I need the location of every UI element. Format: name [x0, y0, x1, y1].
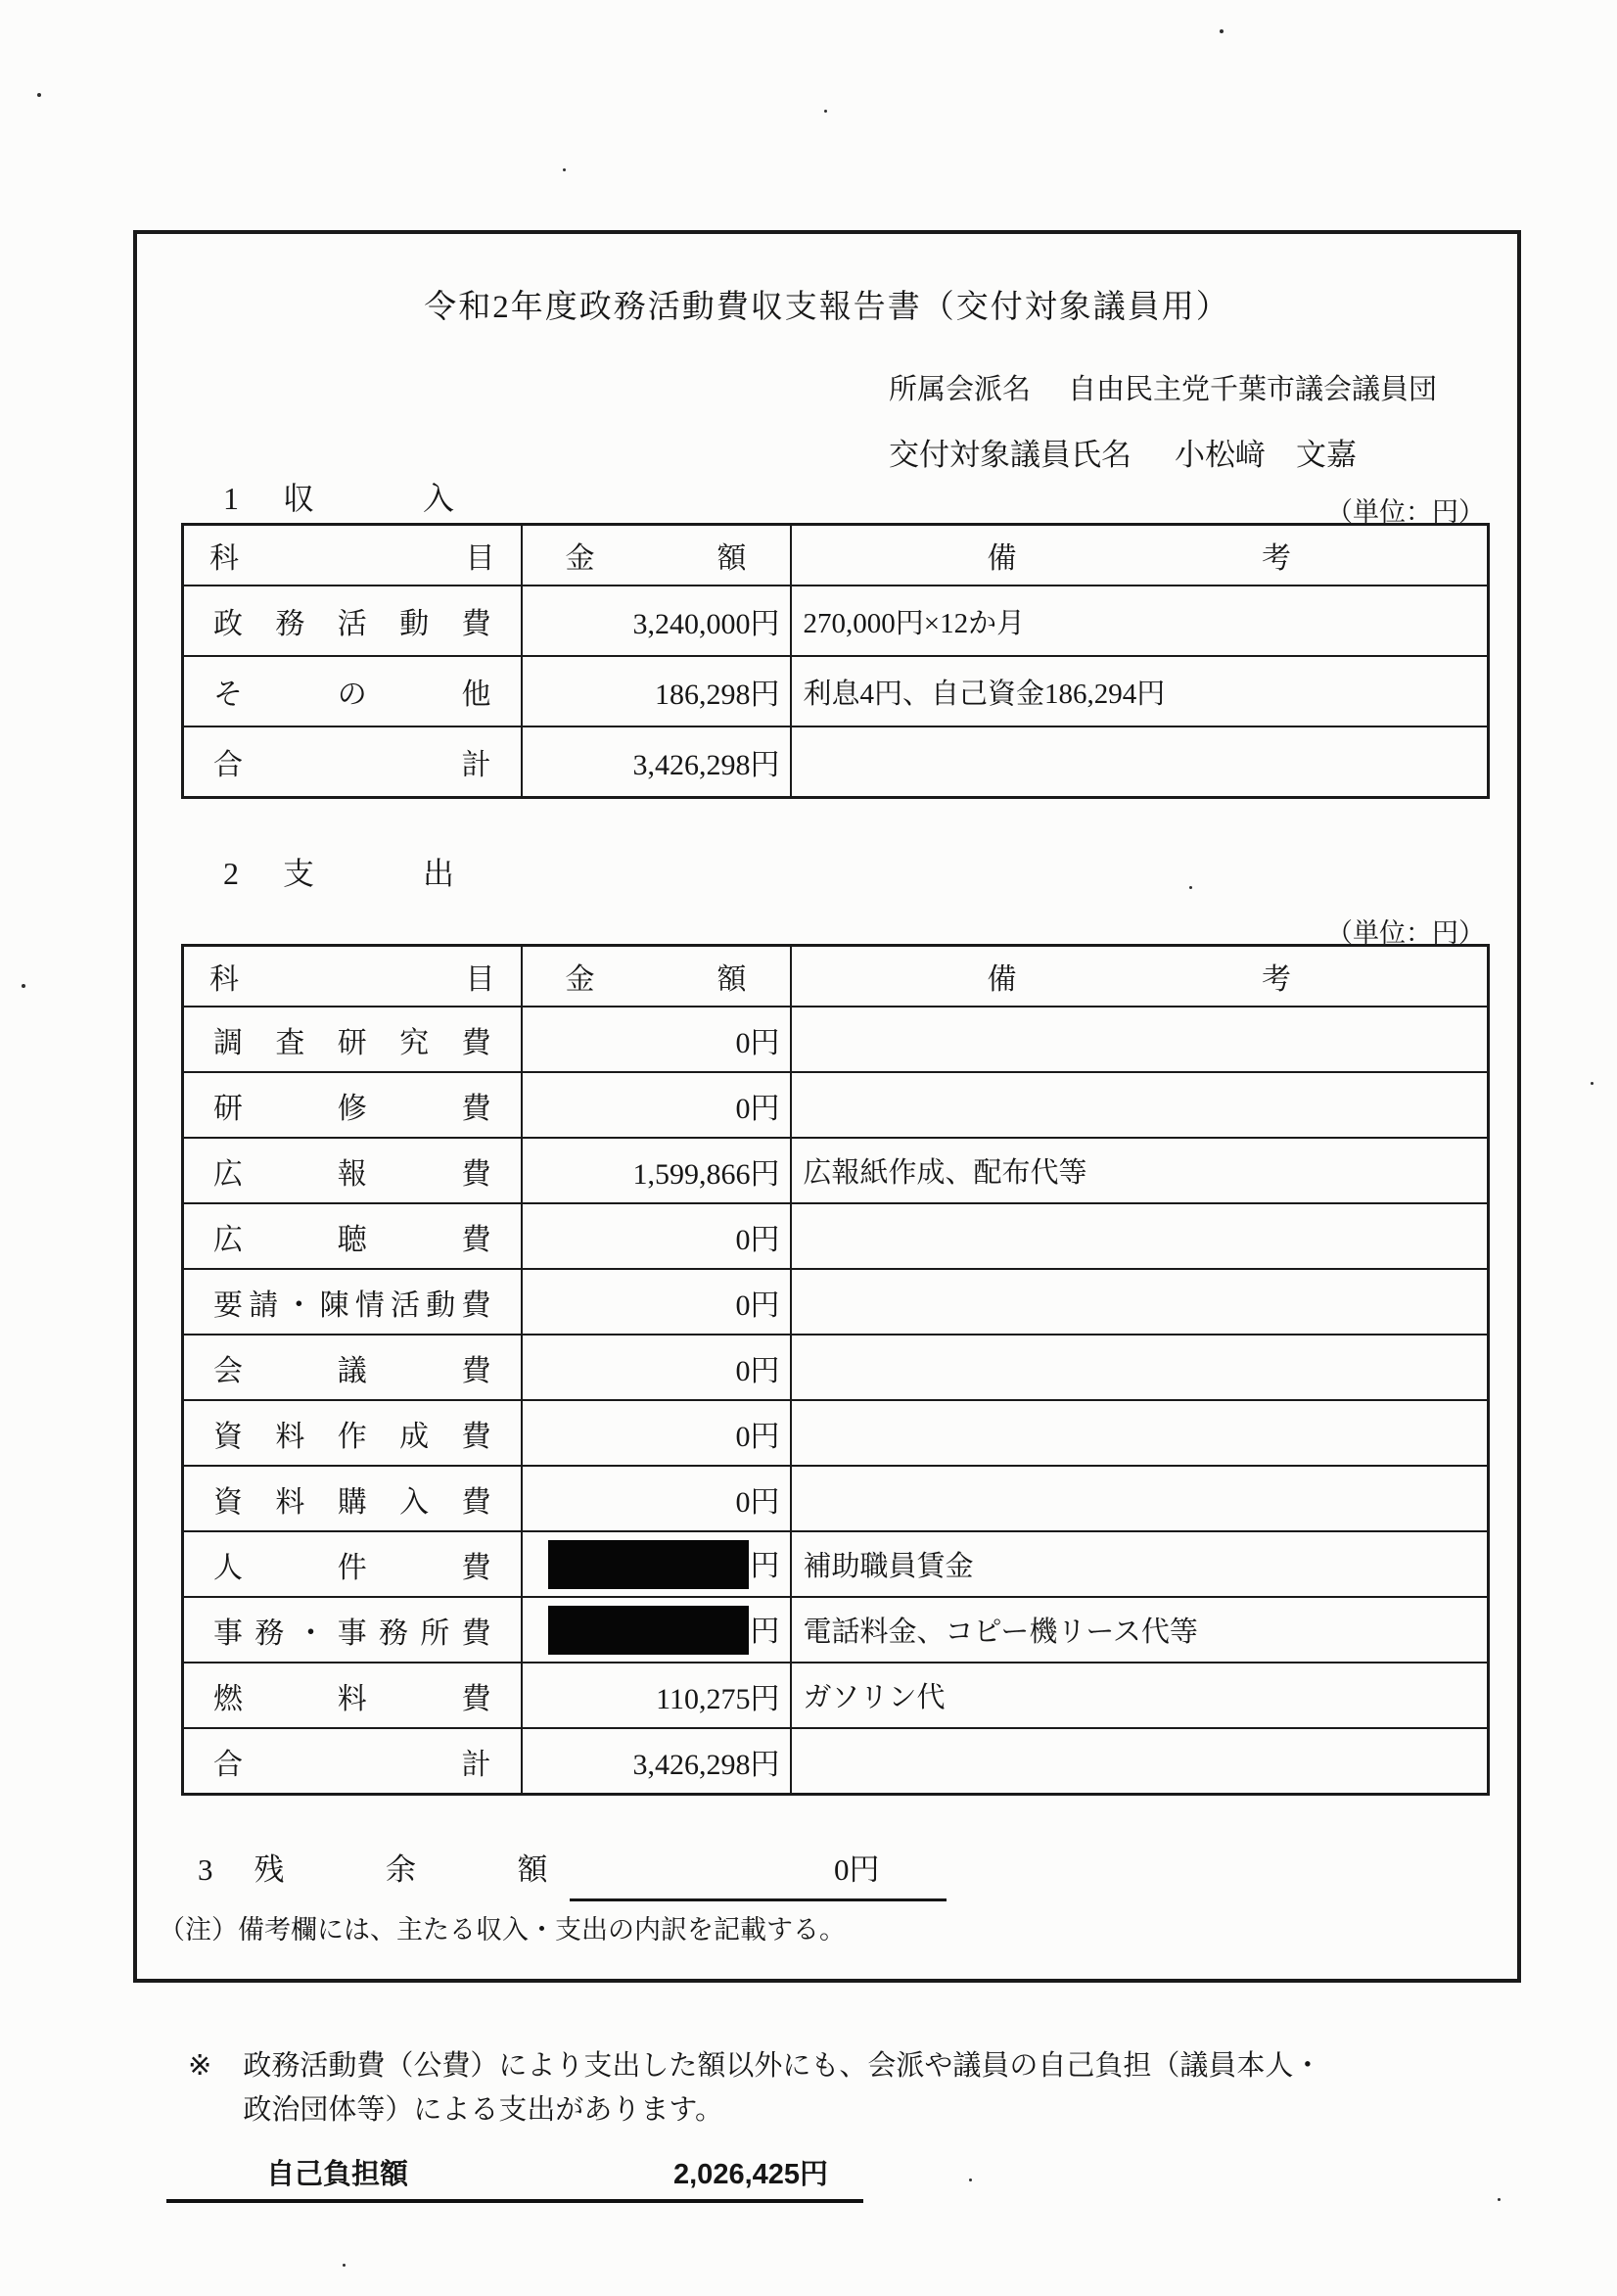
- expenditure-row: [183, 1663, 1489, 1728]
- expenditure-section-heading: [223, 849, 454, 894]
- scan-speckle: [824, 110, 827, 113]
- amount-suffix: 円: [750, 1615, 780, 1648]
- income-item-cell: 政 務 活 動 費: [183, 586, 522, 656]
- expense-remark-cell: [791, 1072, 1489, 1138]
- expense-amount-cell: 0円: [522, 1400, 791, 1466]
- expense-item-cell: 事 務 ・ 事 務 所 費: [183, 1597, 522, 1663]
- faction-label: 所属会派名: [889, 374, 1032, 405]
- income-amount-cell: 3,426,298円: [522, 726, 791, 798]
- income-remark-cell: 270,000円×12か月: [791, 586, 1489, 656]
- expense-remark-cell: 電話料金、コピー機リース代等: [791, 1597, 1489, 1663]
- public-expense-footnote: [188, 2044, 1321, 2132]
- report-title: 令和2年度政務活動費収支報告書（交付対象議員用）: [424, 290, 1230, 325]
- expense-item-cell: 要 請 ・ 陳 情 活 動 費: [183, 1269, 522, 1335]
- footnote-line1: 政務活動費（公費）により支出した額以外にも、会派や議員の自己負担（議員本人・: [243, 2050, 1322, 2082]
- income-remark-cell: [791, 726, 1489, 798]
- scan-speckle: [343, 2264, 346, 2267]
- income-amount-cell: 3,240,000円: [522, 586, 791, 656]
- expense-amount-cell: 0円: [522, 1072, 791, 1138]
- scan-speckle: [1591, 1082, 1594, 1085]
- expense-amount-cell: [522, 1597, 791, 1663]
- expense-remark-cell: 広報紙作成、配布代等: [791, 1138, 1489, 1203]
- expense-remark-cell: [791, 1007, 1489, 1072]
- expense-amount-cell: 0円: [522, 1203, 791, 1269]
- expenditure-row: [183, 1203, 1489, 1269]
- expense-item-cell: 研 修 費: [183, 1072, 522, 1138]
- amount-suffix: 円: [750, 1549, 780, 1582]
- footnote-text: [243, 2044, 1321, 2132]
- expenditure-row: [183, 1072, 1489, 1138]
- scan-speckle: [1189, 886, 1192, 889]
- income-item-cell: そ の 他: [183, 656, 522, 726]
- balance-section-title: 残 余 額: [254, 1852, 548, 1887]
- expense-amount-cell: [522, 1531, 791, 1597]
- expense-item-cell: 合 計: [183, 1728, 522, 1795]
- self-pay-underline: [166, 2199, 863, 2203]
- scan-speckle: [1498, 2198, 1501, 2201]
- balance-section-number: 3: [198, 1852, 213, 1887]
- faction-value: 自由民主党千葉市議会議員団: [1068, 374, 1438, 405]
- redaction-box: [548, 1540, 749, 1589]
- expenditure-table: [181, 944, 1490, 1796]
- expenditure-row: [183, 1728, 1489, 1795]
- expenditure-section-title: 支 出: [283, 856, 454, 891]
- income-unit-note: （単位：円）: [1326, 497, 1485, 527]
- expense-item-cell: 広 聴 費: [183, 1203, 522, 1269]
- balance-value: 0円: [834, 1852, 880, 1887]
- expenditure-row: [183, 1466, 1489, 1531]
- expense-remark-cell: [791, 1203, 1489, 1269]
- expense-remark-cell: [791, 1335, 1489, 1400]
- expenditure-row: [183, 1531, 1489, 1597]
- expense-remark-cell: [791, 1728, 1489, 1795]
- income-row: [183, 586, 1489, 656]
- income-section-title: 収 入: [283, 481, 454, 516]
- expense-remark-cell: ガソリン代: [791, 1663, 1489, 1728]
- expense-remark-cell: [791, 1400, 1489, 1466]
- income-header-row: [183, 525, 1489, 586]
- expense-amount-cell: 3,426,298円: [522, 1728, 791, 1795]
- scan-speckle: [563, 168, 566, 171]
- income-section-heading: [223, 474, 454, 519]
- income-row: [183, 726, 1489, 798]
- scan-speckle: [969, 2179, 972, 2181]
- expenditure-row: [183, 1138, 1489, 1203]
- member-line: [889, 430, 1357, 474]
- income-amount-cell: 186,298円: [522, 656, 791, 726]
- expenditure-header-remark: 備 考: [791, 946, 1489, 1007]
- self-pay-amount: 2,026,425円: [673, 2159, 829, 2190]
- expenditure-row: [183, 1007, 1489, 1072]
- self-pay-label: 自己負担額: [266, 2159, 409, 2190]
- expense-amount-cell: 0円: [522, 1007, 791, 1072]
- expense-item-cell: 調 査 研 究 費: [183, 1007, 522, 1072]
- expenditure-section-number: 2: [223, 856, 239, 891]
- income-row: [183, 656, 1489, 726]
- expense-amount-cell: 0円: [522, 1335, 791, 1400]
- expenditure-row: [183, 1597, 1489, 1663]
- faction-line: [889, 367, 1437, 407]
- balance-underline: [570, 1845, 947, 1901]
- expenditure-header-item: 科 目: [183, 946, 522, 1007]
- income-header-amount: 金 額: [522, 525, 791, 586]
- income-item-cell: 合 計: [183, 726, 522, 798]
- expenditure-unit-note: （単位：円）: [1326, 918, 1485, 948]
- expense-amount-cell: 1,599,866円: [522, 1138, 791, 1203]
- expense-remark-cell: [791, 1269, 1489, 1335]
- expenditure-row: [183, 1400, 1489, 1466]
- scan-speckle: [22, 984, 25, 988]
- balance-section: [198, 1845, 947, 1901]
- expenditure-header-row: [183, 946, 1489, 1007]
- member-label: 交付対象議員氏名: [889, 438, 1132, 472]
- expense-remark-cell: [791, 1466, 1489, 1531]
- expenditure-header-amount: 金 額: [522, 946, 791, 1007]
- income-header-remark: 備 考: [791, 525, 1489, 586]
- income-section-number: 1: [223, 481, 239, 516]
- expense-item-cell: 資 料 作 成 費: [183, 1400, 522, 1466]
- income-header-item: 科 目: [183, 525, 522, 586]
- expense-item-cell: 人 件 費: [183, 1531, 522, 1597]
- remark-instruction-note: （注）備考欄には、主たる収入・支出の内訳を記載する。: [159, 1915, 846, 1945]
- income-table: [181, 523, 1490, 799]
- expense-amount-cell: 0円: [522, 1466, 791, 1531]
- scan-speckle: [1220, 29, 1224, 33]
- expense-amount-cell: 0円: [522, 1269, 791, 1335]
- expense-item-cell: 資 料 購 入 費: [183, 1466, 522, 1531]
- expense-item-cell: 広 報 費: [183, 1138, 522, 1203]
- reference-mark: ※: [188, 2050, 212, 2082]
- expense-item-cell: 燃 料 費: [183, 1663, 522, 1728]
- income-remark-cell: 利息4円、自己資金186,294円: [791, 656, 1489, 726]
- expense-remark-cell: 補助職員賃金: [791, 1531, 1489, 1597]
- expenditure-row: [183, 1335, 1489, 1400]
- expense-item-cell: 会 議 費: [183, 1335, 522, 1400]
- expense-amount-cell: 110,275円: [522, 1663, 791, 1728]
- footnote-line2: 政治団体等）による支出があります。: [243, 2094, 723, 2126]
- expenditure-row: [183, 1269, 1489, 1335]
- scan-speckle: [37, 93, 41, 97]
- report-outer-frame: [133, 230, 1521, 1983]
- member-value: 小松﨑 文嘉: [1175, 438, 1357, 472]
- redaction-box: [548, 1606, 749, 1655]
